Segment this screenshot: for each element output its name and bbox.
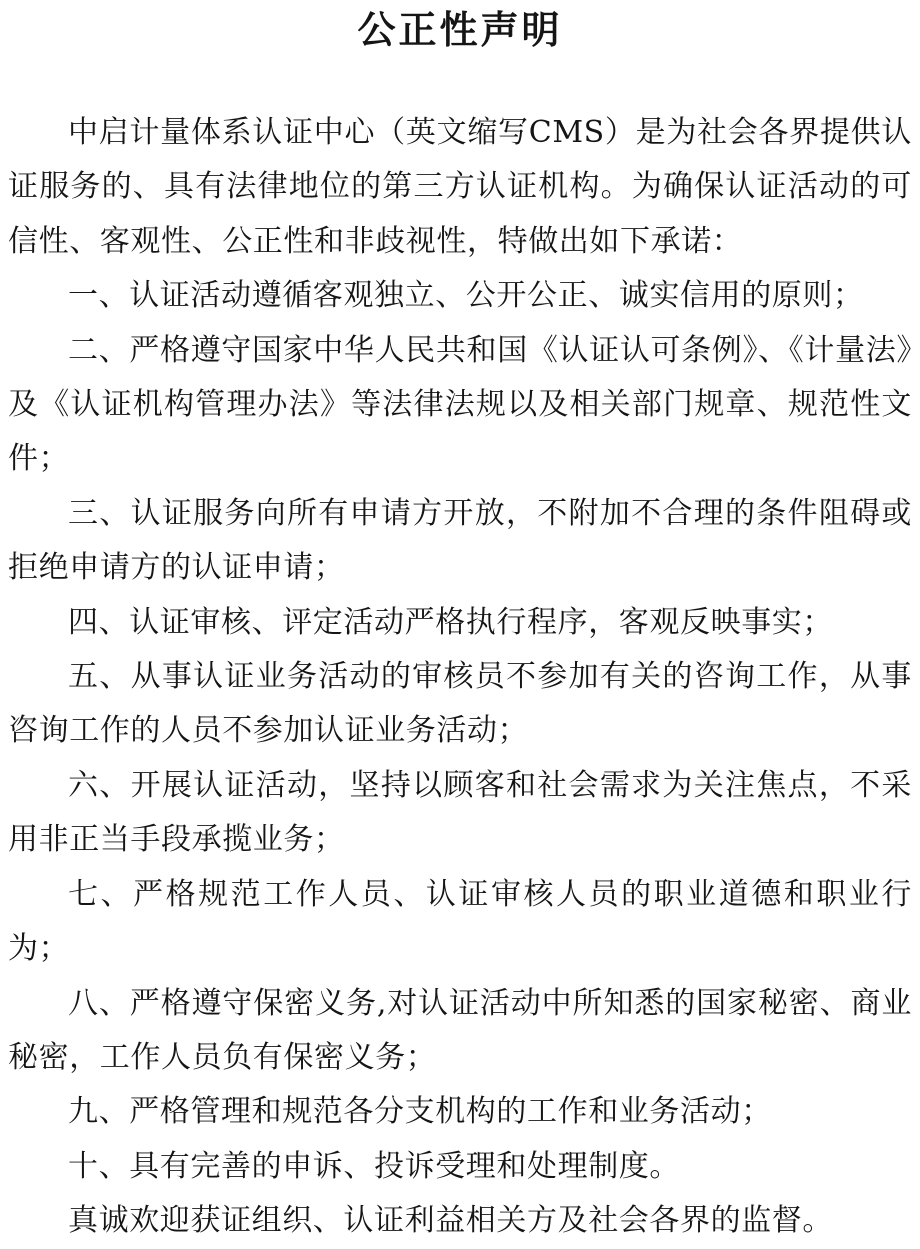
commitment-6: 六、开展认证活动，坚持以顾客和社会需求为关注焦点，不采用非正当手段承揽业务； bbox=[8, 767, 912, 858]
commitment-7: 七、严格规范工作人员、认证审核人员的职业道德和职业行为； bbox=[8, 876, 912, 967]
commitment-3: 三、认证服务向所有申请方开放，不附加不合理的条件阻碍或拒绝申请方的认证申请； bbox=[8, 495, 912, 586]
commitment-2: 二、严格遵守国家中华人民共和国《认证认可条例》、《计量法》及《认证机构管理办法》等法律法规以及相关部门规章、规范性文件； bbox=[8, 332, 912, 477]
commitment-4: 四、认证审核、评定活动严格执行程序，客观反映事实； bbox=[68, 604, 833, 640]
intro-paragraph: 中启计量体系认证中心（英文缩写CMS）是为社会各界提供认证服务的、具有法律地位的第三方认证机构。为确保认证活动的可信性、客观性、公正性和非歧视性，特做出如下承诺： bbox=[8, 115, 912, 259]
document-body bbox=[8, 106, 912, 1249]
commitment-9: 九、严格管理和规范各分支机构的工作和业务活动； bbox=[68, 1094, 772, 1130]
document-title: 公正性声明 bbox=[357, 8, 563, 52]
commitment-5: 五、从事认证业务活动的审核员不参加有关的咨询工作，从事咨询工作的人员不参加认证业务活动； bbox=[8, 659, 912, 749]
commitment-1: 一、认证活动遵循客观独立、公开公正、诚实信用的原则； bbox=[68, 278, 864, 314]
closing-paragraph: 真诚欢迎获证组织、认证利益相关方及社会各界的监督。 bbox=[68, 1203, 833, 1239]
commitment-8: 八、严格遵守保密义务,对认证活动中所知悉的国家秘密、商业秘密，工作人员负有保密义务； bbox=[8, 985, 912, 1075]
commitment-10: 十、具有完善的申诉、投诉受理和处理制度。 bbox=[68, 1148, 680, 1184]
